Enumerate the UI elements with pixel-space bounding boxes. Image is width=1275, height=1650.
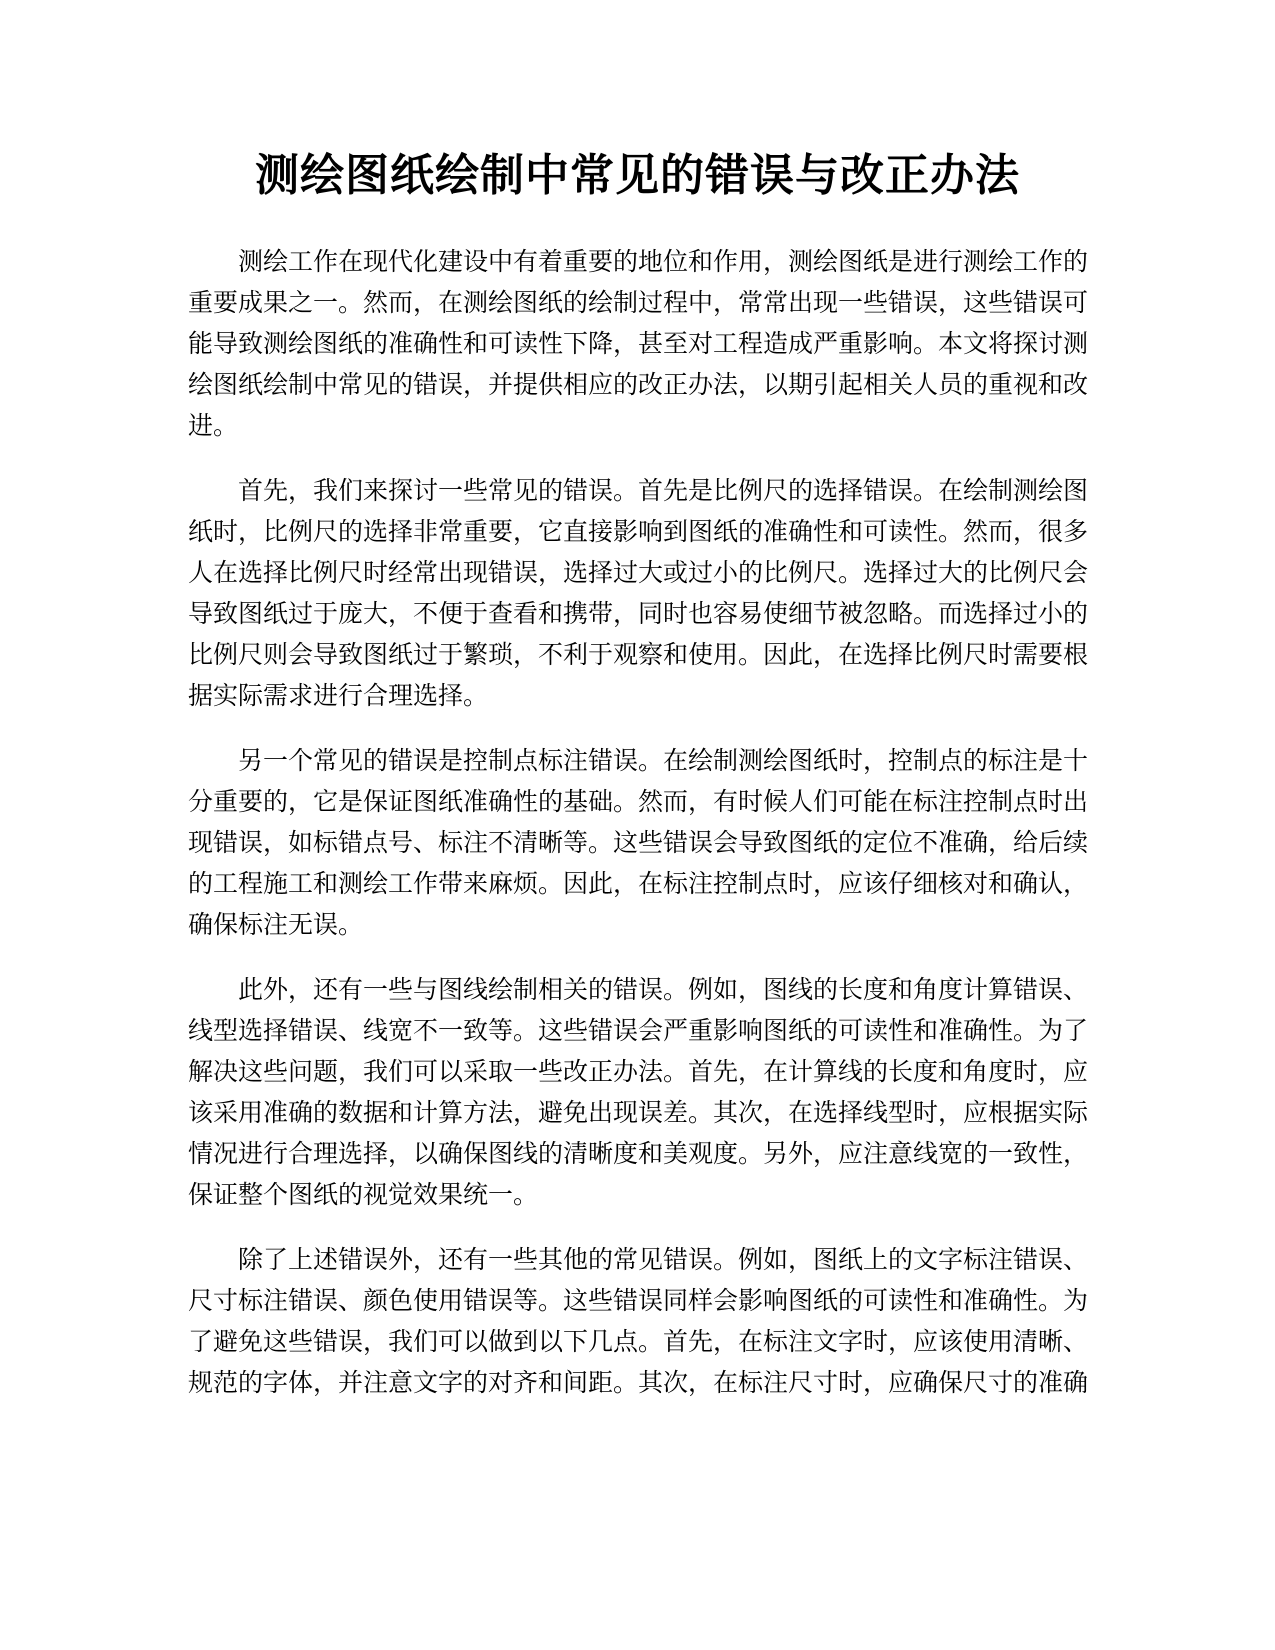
paragraph-control-point-error: 另一个常见的错误是控制点标注错误。在绘制测绘图纸时，控制点的标注是十分重要的，它是保证图纸准确性的基础。然而，有时候人们可能在标注控制点时出现错误，如标错点号、标注不清晰等。这些错误会导致图纸的定位不准确，给后续的工程施工和测绘工作带来麻烦。因此，在标注控制点时，应该仔细核对和确认，确保标注无误。	[188, 746, 1089, 939]
document-title: 测绘图纸绘制中常见的错误与改正办法	[255, 150, 1020, 201]
paragraph-intro: 测绘工作在现代化建设中有着重要的地位和作用，测绘图纸是进行测绘工作的重要成果之一。然而，在测绘图纸的绘制过程中，常常出现一些错误，这些错误可能导致测绘图纸的准确性和可读性下降，甚至对工程造成严重影响。本文将探讨测绘图纸绘制中常见的错误，并提供相应的改正办法，以期引起相关人员的重视和改进。	[188, 247, 1089, 440]
paragraph-scale-error: 首先，我们来探讨一些常见的错误。首先是比例尺的选择错误。在绘制测绘图纸时，比例尺的选择非常重要，它直接影响到图纸的准确性和可读性。然而，很多人在选择比例尺时经常出现错误，选择过大或过小的比例尺。选择过大的比例尺会导致图纸过于庞大，不便于查看和携带，同时也容易使细节被忽略。而选择过小的比例尺则会导致图纸过于繁琐，不利于观察和使用。因此，在选择比例尺时需要根据实际需求进行合理选择。	[188, 476, 1089, 710]
paragraph-line-drawing-error: 此外，还有一些与图线绘制相关的错误。例如，图线的长度和角度计算错误、线型选择错误、线宽不一致等。这些错误会严重影响图纸的可读性和准确性。为了解决这些问题，我们可以采取一些改正办法。首先，在计算线的长度和角度时，应该采用准确的数据和计算方法，避免出现误差。其次，在选择线型时，应根据实际情况进行合理选择，以确保图线的清晰度和美观度。另外，应注意线宽的一致性，保证整个图纸的视觉效果统一。	[188, 975, 1089, 1209]
paragraph-other-errors: 除了上述错误外，还有一些其他的常见错误。例如，图纸上的文字标注错误、尺寸标注错误、颜色使用错误等。这些错误同样会影响图纸的可读性和准确性。为了避免这些错误，我们可以做到以下几点。首先，在标注文字时，应该使用清晰、规范的字体，并注意文字的对齐和间距。其次，在标注尺寸时，应确保尺寸的准确	[188, 1245, 1089, 1397]
document-body	[188, 241, 1088, 1427]
